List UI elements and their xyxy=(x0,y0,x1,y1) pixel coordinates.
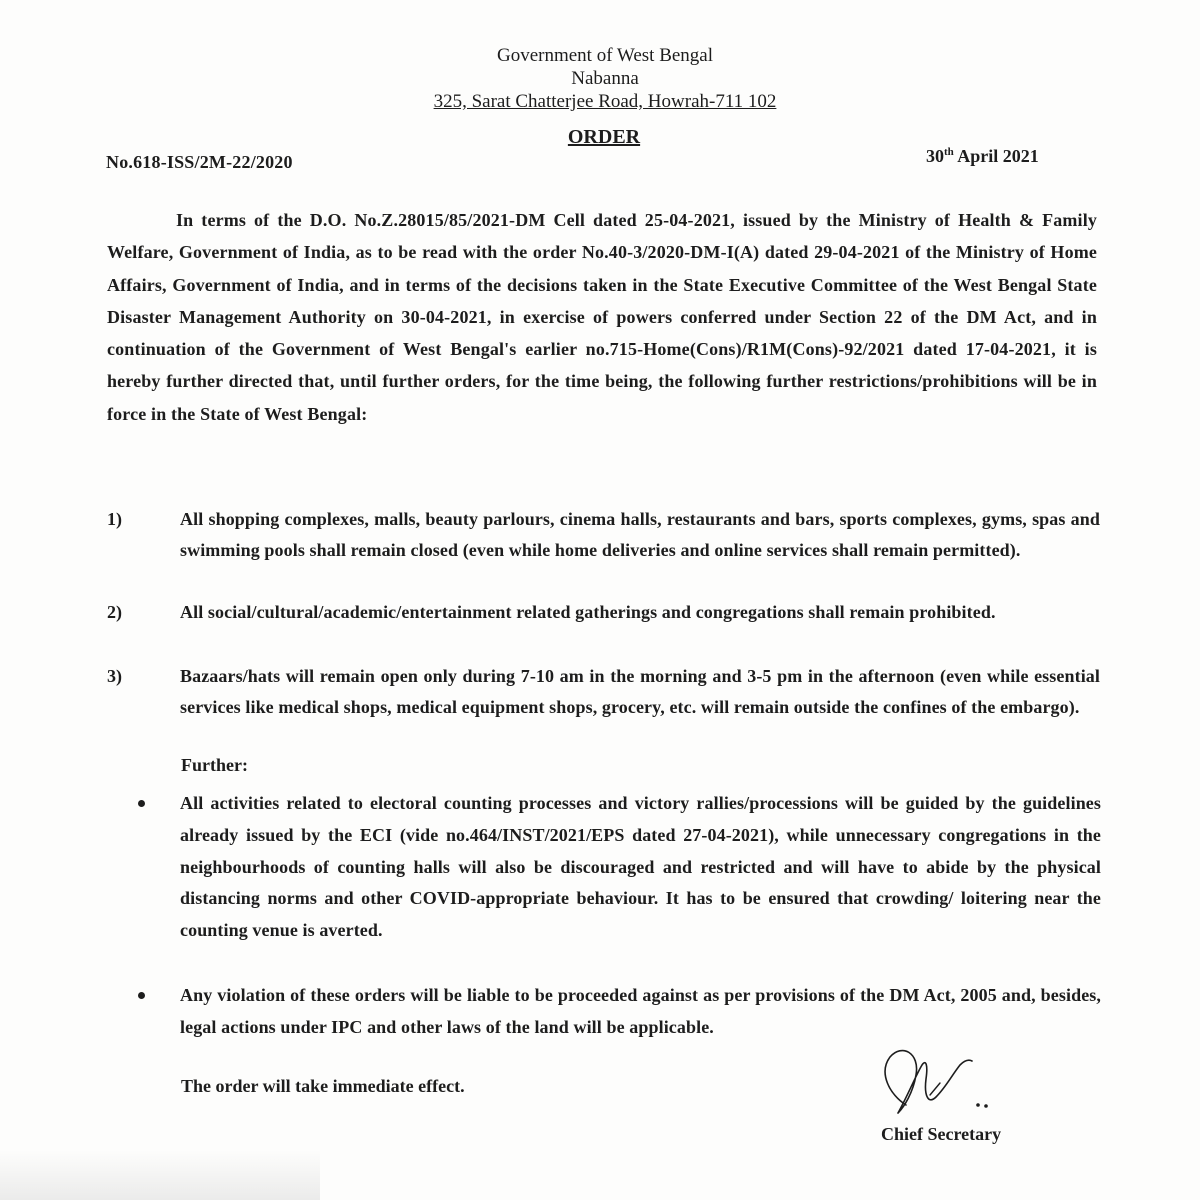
intro-paragraph: In terms of the D.O. No.Z.28015/85/2021-DM Cell dated 25-04-2021, issued by the Ministry of Health & Family Welfare, Government of India, as to be read with the order No.40-3/2020-DM-I(A) dated 29-04-2021 of the Ministry of Home Affairs, Government of India, and in terms of the decisions taken in the State Executive Committee of the West Bengal State Disaster Management Authority on 30-04-2021, in exercise of powers conferred under Section 22 of the DM Act, and in continuation of the Government of West Bengal's earlier no.715-Home(Cons)/R1M(Cons)-92/2021 dated 17-04-2021, it is hereby further directed that, until further orders, for the time being, the following further restrictions/prohibitions will be in force in the State of West Bengal: xyxy=(107,210,1097,424)
letterhead-address: 325, Sarat Chatterjee Road, Howrah-711 102 xyxy=(433,91,777,112)
letterhead-building: Nabanna xyxy=(571,68,639,89)
letterhead xyxy=(0,44,1200,113)
letterhead-government: Government of West Bengal xyxy=(496,45,714,66)
bullet-item xyxy=(138,788,1101,947)
signatory-designation: Chief Secretary xyxy=(881,1124,1002,1144)
closing-statement: The order will take immediate effect. xyxy=(181,1076,465,1096)
order-date-month-year: April 2021 xyxy=(953,146,1039,166)
item-number: 2) xyxy=(107,602,122,622)
order-date xyxy=(926,146,1039,167)
numbered-item xyxy=(107,597,1100,628)
order-title: ORDER xyxy=(567,126,641,148)
bullet-icon xyxy=(138,800,145,807)
order-date-suffix: th xyxy=(944,146,954,158)
order-number: No.618-ISS/2M-22/2020 xyxy=(106,152,293,172)
item-text: All shopping complexes, malls, beauty parlours, cinema halls, restaurants and bars, sports complexes, gyms, spas and swimming pools shall remain closed (even while home deliveries and online services shall remain permitted). xyxy=(180,509,1100,560)
handwritten-signature xyxy=(868,1035,998,1125)
item-text: All social/cultural/academic/entertainment related gatherings and congregations shall remain prohibited. xyxy=(180,602,996,622)
order-date-day: 30 xyxy=(926,146,944,166)
further-label: Further: xyxy=(181,755,248,775)
bullet-text: All activities related to electoral counting processes and victory rallies/processions will be guided by the guidelines already issued by the ECI (vide no.464/INST/2021/EPS dated 27-04-2021), while unnecessary congregations in the neighbourhoods of counting halls will also be discouraged and restricted and will have to abide by the physical distancing norms and other COVID-appropriate behaviour. It has to be ensured that crowding/ loitering near the counting venue is averted. xyxy=(180,793,1101,941)
numbered-item xyxy=(107,504,1100,565)
bullet-text: Any violation of these orders will be liable to be proceeded against as per provisions of the DM Act, 2005 and, besides, legal actions under IPC and other laws of the land will be applicable. xyxy=(180,985,1101,1037)
numbered-item xyxy=(107,661,1100,722)
item-text: Bazaars/hats will remain open only during 7-10 am in the morning and 3-5 pm in the afternoon (even while essential services like medical shops, medical equipment shops, grocery, etc. will remain outside the confines of the embargo). xyxy=(180,666,1100,717)
bullet-icon xyxy=(138,992,145,999)
item-number: 1) xyxy=(107,509,122,529)
scan-shadow xyxy=(0,1150,320,1200)
item-number: 3) xyxy=(107,666,122,686)
